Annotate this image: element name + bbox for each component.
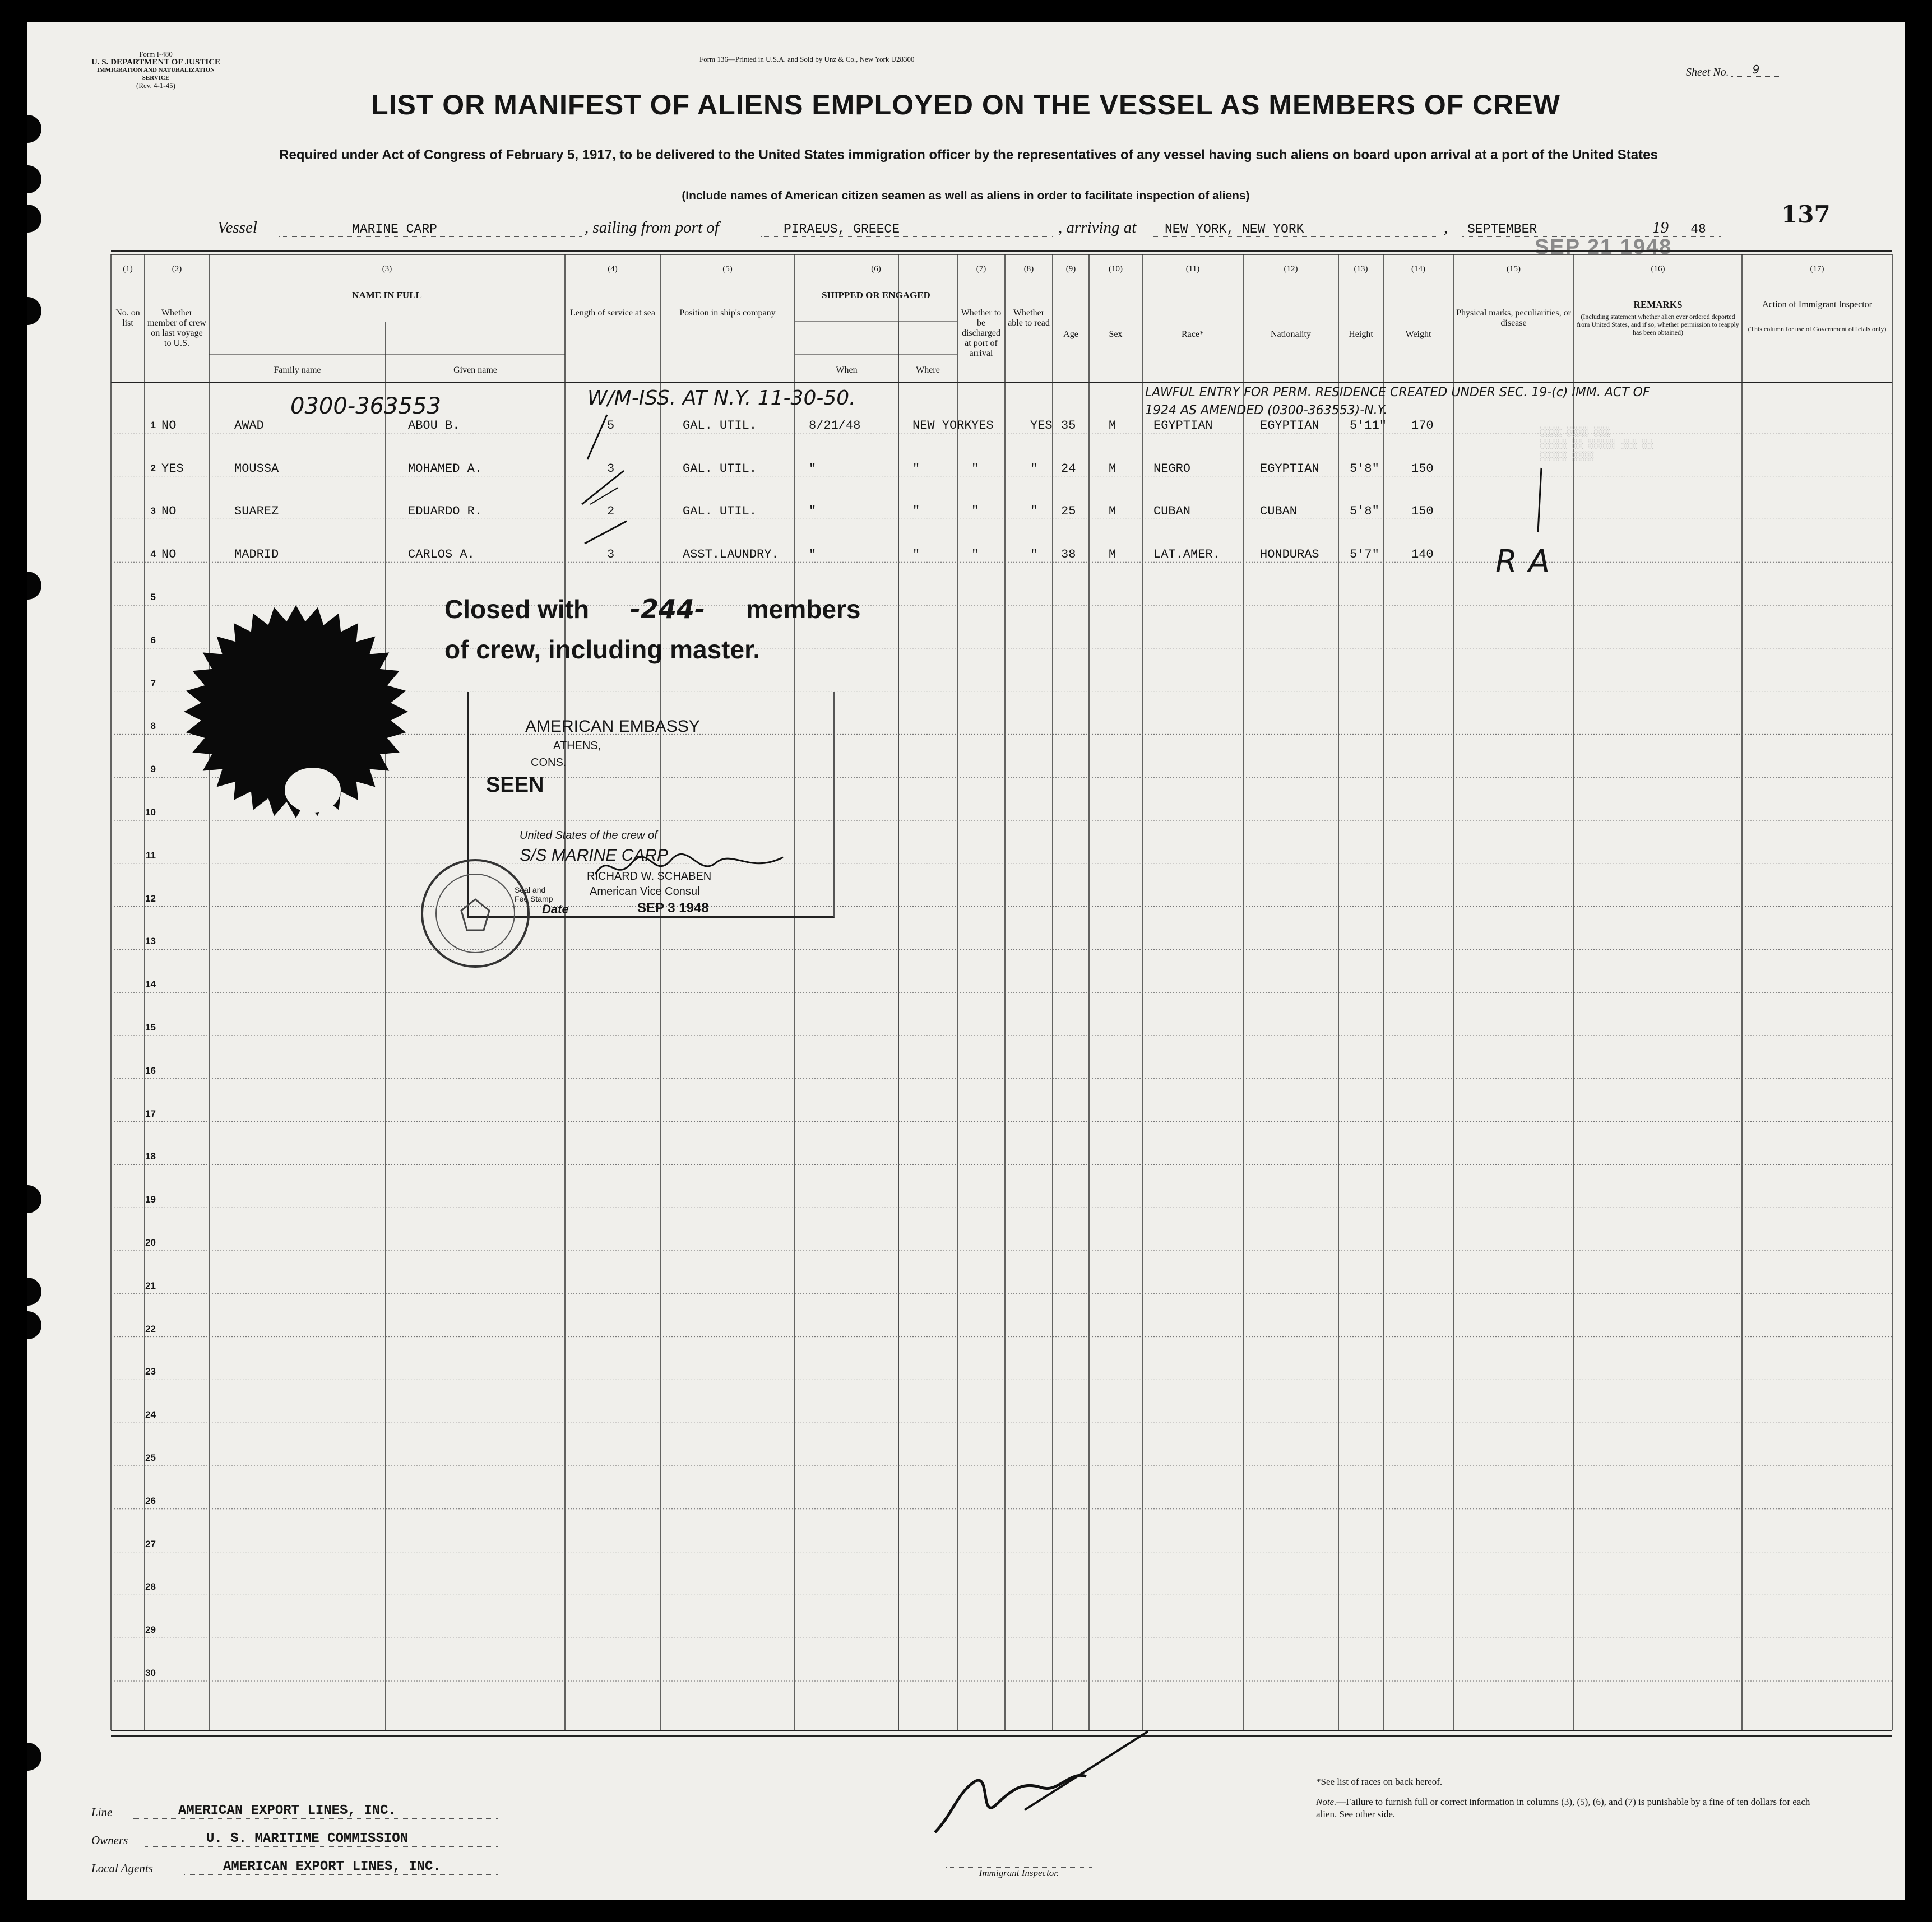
given-name: MOHAMED A. <box>408 461 483 476</box>
sex: M <box>1109 547 1116 562</box>
sex: M <box>1109 461 1116 476</box>
column-number: (2) <box>172 264 182 273</box>
stamp-officer-title: American Vice Consul <box>590 885 700 898</box>
row-number: 25 <box>145 1452 156 1463</box>
subcolumn-header: Family name <box>274 365 321 375</box>
form-revision: (Rev. 4-1-45) <box>136 81 175 90</box>
fee-stamp <box>416 855 534 972</box>
ship-position: GAL. UTIL. <box>683 504 757 519</box>
last-voyage: YES <box>161 461 184 476</box>
row-number: 19 <box>145 1194 156 1205</box>
column-header: Height <box>1349 329 1373 339</box>
manifest-sheet: Form I-480 U. S. DEPARTMENT OF JUSTICE IMMIGRATION AND NATURALIZATION SERVICE (Rev. 4-1-45) Form 136—Printed in U.S.A. and Sold by Unz & Co., New York U28300 Sheet No. 9 LIST OR MANIFEST OF ALIENS EMPLOYED ON THE VESSEL AS MEMBERS OF CREW Required under Act of Congress of February 5, 1917, to be delivered to the United States immigration officer by the representatives of any vessel having such aliens on board upon arrival at a port of the United States (Include names of American citizen seamen as well as aliens in order to facilitate inspection of aliens) 137 Vessel MARINE CARP , sailing from port of PIRAEUS, GREECE , arriving at NEW YORK, NEW YORK , SEPTEMBER 19 48 SEP 21 1948 (1) No. on list (2) Whether member of crew on last voyage to U.S. (3) NAME IN FULL Family name Given name (4) Length of service at sea (5) Position in ship's company (6) SHIPPED OR ENGAGED When Where (7) Whether to be discharged at port of arrival (8) Whether able to read (9) Age (10) Sex (11) Race* (12) Nationality (13) Height (14) Weight (15) Physical marks, peculiarities, or disease (16) REMARKS (Including statement whether alien ever ordered deported from United States, and if so, whether permission to reapply has been obtained) (17) Action of Immigrant Inspector (This column for use of Government officials only) 1 2 3 4 5 6 7 8 9 10 11 12 13 14 15 16 17 18 19 20 21 22 23 24 25 26 27 28 29 30 NO AWAD ABOU B. 5 GAL. UTIL. 8/21/48 NEW YORK YES YES 35 M EGYPTIAN EGYPTIAN 5'11" 170 YES MOUSSA MOHAMED A. 3 GAL. UTIL. " " " " 24 M NEGRO EGYPTIAN 5'8" 150 NO SUAREZ EDUARDO R. 2 GAL. UTIL. " " " " 25 M CUBAN CUBAN 5'8" 150 NO MADRID CARLOS A. 3 ASST.LAUNDRY. " " " " 38 M LAT.AMER. HONDURAS 5'7" 140 0300-363553 W/M-ISS. AT N.Y. 11-30-50. LAWFUL ENTRY FOR PERM. RESIDENCE CREATED UNDER SEC. 19-(c) IMM. ACT OF 1924 AS AMENDED (0300-363553)-N.Y. RA ░░░░ ░░░░ ░░░ ░░░░░ ░░ ░░░░░ ░░░ ░░ ░░░░░ ░░░░ Closed with -244- members of crew, including master. AMERICAN EMBASSY ATHENS, CONS. SEEN United States of the crew of S/S MARINE CARP RICHARD W. SCHABEN American Vice Consul Date SEP 3 1948 Seal and Fee Stamp Line AMERICAN EXPORT LINES, INC. Owners U. S. MARITIME COMMISSION Local Agents AMERICAN EXPORT LINES, INC. Immigrant Inspector. *See list of races on back hereof. Note.—Failure to furnish full or correct information in columns (3), (5), (6), and (7) is punishable by a fine of ten dollars for each alien. See other side. <box>27 22 1905 1900</box>
stamp-date: SEP 3 1948 <box>637 900 709 916</box>
file-number-annotation: 0300-363553 <box>290 393 441 419</box>
penalty-note <box>1316 1796 1832 1821</box>
row-number: 30 <box>145 1668 156 1678</box>
legal-requirement: Required under Act of Congress of February 5, 1917, to be delivered to the United States immigration officer by the representatives of any vessel having such aliens on board upon arrival at a port of the United States <box>279 147 1658 163</box>
arrival-month: SEPTEMBER <box>1462 222 1720 237</box>
arrival-year: 48 <box>1676 222 1721 237</box>
height: 5'11" <box>1350 418 1387 433</box>
weight: 170 <box>1411 418 1434 433</box>
column-number: (10) <box>1109 264 1123 273</box>
row-number: 11 <box>146 849 156 861</box>
row-number: 22 <box>145 1323 156 1334</box>
nationality: CUBAN <box>1260 504 1298 519</box>
row-number: 29 <box>145 1624 156 1636</box>
column-header: Sex <box>1109 329 1123 339</box>
stamp-seen: SEEN <box>486 773 544 797</box>
column-number: (15) <box>1507 264 1521 273</box>
local-agents: AMERICAN EXPORT LINES, INC. <box>184 1859 498 1875</box>
discharged: YES <box>971 418 994 433</box>
height: 5'8" <box>1350 461 1379 476</box>
stamped-page-number: 137 <box>1781 201 1831 228</box>
row-number: 13 <box>145 936 156 947</box>
sheet-number: 9 <box>1731 63 1781 77</box>
given-name: EDUARDO R. <box>408 504 483 519</box>
able-to-read: " <box>1030 547 1038 562</box>
row-number: 1 <box>150 419 156 430</box>
closed-text: Closed with <box>444 595 590 624</box>
page-title: LIST OR MANIFEST OF ALIENS EMPLOYED ON THE VESSEL AS MEMBERS OF CREW <box>371 89 1560 120</box>
nationality: EGYPTIAN <box>1260 461 1319 476</box>
sex: M <box>1109 418 1116 433</box>
year-prefix: 19 <box>1652 219 1669 236</box>
weight: 150 <box>1411 504 1434 519</box>
given-name: ABOU B. <box>408 418 460 433</box>
stamp-city: ATHENS, <box>553 740 601 752</box>
port-of-departure: PIRAEUS, GREECE <box>761 222 1053 237</box>
row-number: 26 <box>145 1495 156 1506</box>
last-voyage: NO <box>161 418 177 433</box>
height: 5'8" <box>1350 504 1379 519</box>
subcolumn-header: Given name <box>453 365 497 375</box>
row-number: 7 <box>150 677 156 689</box>
consul-signature <box>592 852 789 885</box>
column-number: (16) <box>1651 264 1665 273</box>
service-length: 5 <box>607 418 615 433</box>
shipped-when: " <box>809 504 817 519</box>
department-name: U. S. DEPARTMENT OF JUSTICE <box>91 58 221 67</box>
row-number: 8 <box>150 721 156 732</box>
column-number: (6) <box>871 264 881 273</box>
agents-label: Local Agents <box>91 1861 153 1875</box>
height: 5'7" <box>1350 547 1379 562</box>
stamp-cons: CONS. <box>531 756 567 769</box>
column-header: Whether member of crew on last voyage to U.S. <box>147 308 206 348</box>
column-header: Length of service at sea <box>570 308 655 318</box>
discharged: " <box>971 461 979 476</box>
column-header: Weight <box>1405 329 1431 339</box>
column-header: SHIPPED OR ENGAGED <box>822 290 930 300</box>
column-header: Nationality <box>1271 329 1311 339</box>
closed-note-line-1 <box>444 594 860 624</box>
shipped-where: NEW YORK <box>912 418 972 433</box>
column-number: (11) <box>1185 264 1200 273</box>
subcolumn-header: Where <box>916 365 940 375</box>
row-number: 15 <box>145 1022 156 1033</box>
closed-note-line-2: of crew, including master. <box>444 635 761 664</box>
ship-position: GAL. UTIL. <box>683 461 757 476</box>
column-note: (Including statement whether alien ever ordered deported from United States, and if so, whether permission to reapply has been obtained) <box>1577 313 1739 336</box>
race: EGYPTIAN <box>1153 418 1213 433</box>
arriving-label: , arriving at <box>1058 219 1137 236</box>
column-number: (7) <box>976 264 986 273</box>
ship-position: ASST.LAUNDRY. <box>683 547 779 562</box>
age: 38 <box>1061 547 1076 562</box>
faded-remark-stamp: ░░░░ ░░░░ ░░░ ░░░░░ ░░ ░░░░░ ░░░ ░░ ░░░░░ ░░░░ <box>1540 427 1653 462</box>
able-to-read: YES <box>1030 418 1053 433</box>
column-header: Whether to be discharged at port of arrival <box>961 308 1002 358</box>
column-header: REMARKS <box>1633 299 1683 310</box>
row-number: 3 <box>150 505 156 517</box>
column-note: (This column for use of Government officials only) <box>1748 325 1887 333</box>
subcolumn-header: When <box>836 365 858 375</box>
lawful-entry-annotation: LAWFUL ENTRY FOR PERM. RESIDENCE CREATED UNDER SEC. 19-(c) IMM. ACT OF <box>1145 386 1650 400</box>
shipped-where: " <box>912 461 920 476</box>
column-header: Position in ship's company <box>679 308 776 318</box>
stamp-date-label: Date <box>542 902 569 916</box>
stamp-officer: RICHARD W. SCHABEN <box>587 870 712 883</box>
column-header: No. on list <box>115 308 140 328</box>
inspector-signature <box>924 1720 1159 1849</box>
lawful-entry-annotation-2: 1924 AS AMENDED (0300-363553)-N.Y. <box>1145 403 1388 417</box>
note-text: —Failure to furnish full or correct information in columns (3), (5), (6), and (7) is punishable by a fine of ten dollars for each alien. See other side. <box>1316 1796 1810 1819</box>
age: 24 <box>1061 461 1076 476</box>
remark-arrow <box>1529 465 1551 549</box>
column-header: Age <box>1063 329 1078 339</box>
ra-initials: RA <box>1495 544 1562 580</box>
column-number: (8) <box>1023 264 1034 273</box>
able-to-read: " <box>1030 461 1038 476</box>
row-number: 14 <box>145 979 156 990</box>
row-number: 5 <box>150 592 156 602</box>
stamp-crew-of: United States of the crew of <box>520 829 657 842</box>
row-number: 12 <box>145 893 156 904</box>
row-number: 27 <box>145 1538 156 1549</box>
printer-note: Form 136—Printed in U.S.A. and Sold by Unz & Co., New York U28300 <box>699 55 915 63</box>
row-number: 21 <box>145 1280 156 1291</box>
nationality: HONDURAS <box>1260 547 1319 562</box>
port-of-arrival: NEW YORK, NEW YORK <box>1153 222 1439 237</box>
shipped-where: " <box>912 547 920 562</box>
last-voyage: NO <box>161 547 177 562</box>
column-number: (17) <box>1810 264 1824 273</box>
check-marks <box>565 409 643 583</box>
family-name: MOUSSA <box>234 461 279 476</box>
row-number: 17 <box>145 1108 156 1119</box>
row-number: 28 <box>145 1581 156 1593</box>
column-number: (3) <box>382 264 392 273</box>
inspector-label: Immigrant Inspector. <box>946 1867 1092 1879</box>
instruction-note: (Include names of American citizen seamen as well as aliens in order to facilitate inspection of aliens) <box>682 189 1250 202</box>
column-header: NAME IN FULL <box>352 290 422 300</box>
nationality: EGYPTIAN <box>1260 418 1319 433</box>
shipping-line: AMERICAN EXPORT LINES, INC. <box>133 1803 498 1819</box>
owners: U. S. MARITIME COMMISSION <box>145 1831 498 1847</box>
races-note: *See list of races on back hereof. <box>1316 1776 1443 1787</box>
age: 25 <box>1061 504 1076 519</box>
row-number: 9 <box>150 764 156 775</box>
family-name: SUAREZ <box>234 504 279 519</box>
age: 35 <box>1061 418 1076 433</box>
service-length: 2 <box>607 504 615 519</box>
able-to-read: " <box>1030 504 1038 519</box>
vessel-label: Vessel <box>217 219 257 236</box>
family-name: AWAD <box>234 418 264 433</box>
race: NEGRO <box>1153 461 1191 476</box>
race: CUBAN <box>1153 504 1191 519</box>
row-number: 10 <box>145 807 156 818</box>
members-text: members <box>745 595 861 624</box>
row-number: 6 <box>150 634 156 646</box>
column-header: Whether able to read <box>1008 308 1050 328</box>
column-number: (14) <box>1411 264 1425 273</box>
family-name: MADRID <box>234 547 279 562</box>
column-number: (12) <box>1284 264 1298 273</box>
given-name: CARLOS A. <box>408 547 475 562</box>
column-number: (13) <box>1354 264 1368 273</box>
row-number: 2 <box>150 462 156 473</box>
crew-count: -244- <box>629 594 706 624</box>
row-number: 4 <box>150 549 156 560</box>
column-number: (1) <box>123 264 133 273</box>
shipped-when: " <box>809 461 817 476</box>
seal-label: Seal and Fee Stamp <box>515 885 553 903</box>
shipped-when: " <box>809 547 817 562</box>
shipped-when: 8/21/48 <box>809 418 861 433</box>
sex: M <box>1109 504 1116 519</box>
column-number: (9) <box>1065 264 1076 273</box>
sailing-label: , sailing from port of <box>585 219 719 236</box>
discharged: " <box>971 504 979 519</box>
line-label: Line <box>91 1805 113 1819</box>
service-length: 3 <box>607 461 615 476</box>
ship-position: GAL. UTIL. <box>683 418 757 433</box>
row-number: 24 <box>145 1409 156 1420</box>
column-header: Physical marks, peculiarities, or disease <box>1456 308 1571 328</box>
column-header: Race* <box>1182 329 1204 339</box>
stamp-embassy: AMERICAN EMBASSY <box>525 717 700 736</box>
last-voyage: NO <box>161 504 177 519</box>
weight: 150 <box>1411 461 1434 476</box>
owners-label: Owners <box>91 1833 128 1847</box>
row-number: 18 <box>145 1151 156 1162</box>
sheet-label: Sheet No. <box>1686 66 1729 78</box>
service-length: 3 <box>607 547 615 562</box>
arrival-date-stamp: SEP 21 1948 <box>1535 235 1672 259</box>
shipped-where: " <box>912 504 920 519</box>
discharged: " <box>971 547 979 562</box>
column-number: (5) <box>722 264 733 273</box>
stamp-vessel: S/S MARINE CARP <box>520 846 669 865</box>
race: LAT.AMER. <box>1153 547 1220 562</box>
column-header: Action of Immigrant Inspector <box>1762 300 1872 309</box>
column-number: (4) <box>608 264 618 273</box>
wm-annotation: W/M-ISS. AT N.Y. 11-30-50. <box>587 387 856 410</box>
note-label: Note. <box>1316 1796 1337 1807</box>
row-number: 23 <box>145 1366 156 1377</box>
weight: 140 <box>1411 547 1434 562</box>
row-number: 16 <box>145 1065 156 1076</box>
row-number: 20 <box>145 1237 156 1248</box>
service-name: IMMIGRATION AND NATURALIZATION SERVICE <box>96 67 215 81</box>
vessel-name: MARINE CARP <box>279 222 582 237</box>
form-number: Form I-480 <box>139 50 173 58</box>
embossed-seal <box>178 600 425 835</box>
